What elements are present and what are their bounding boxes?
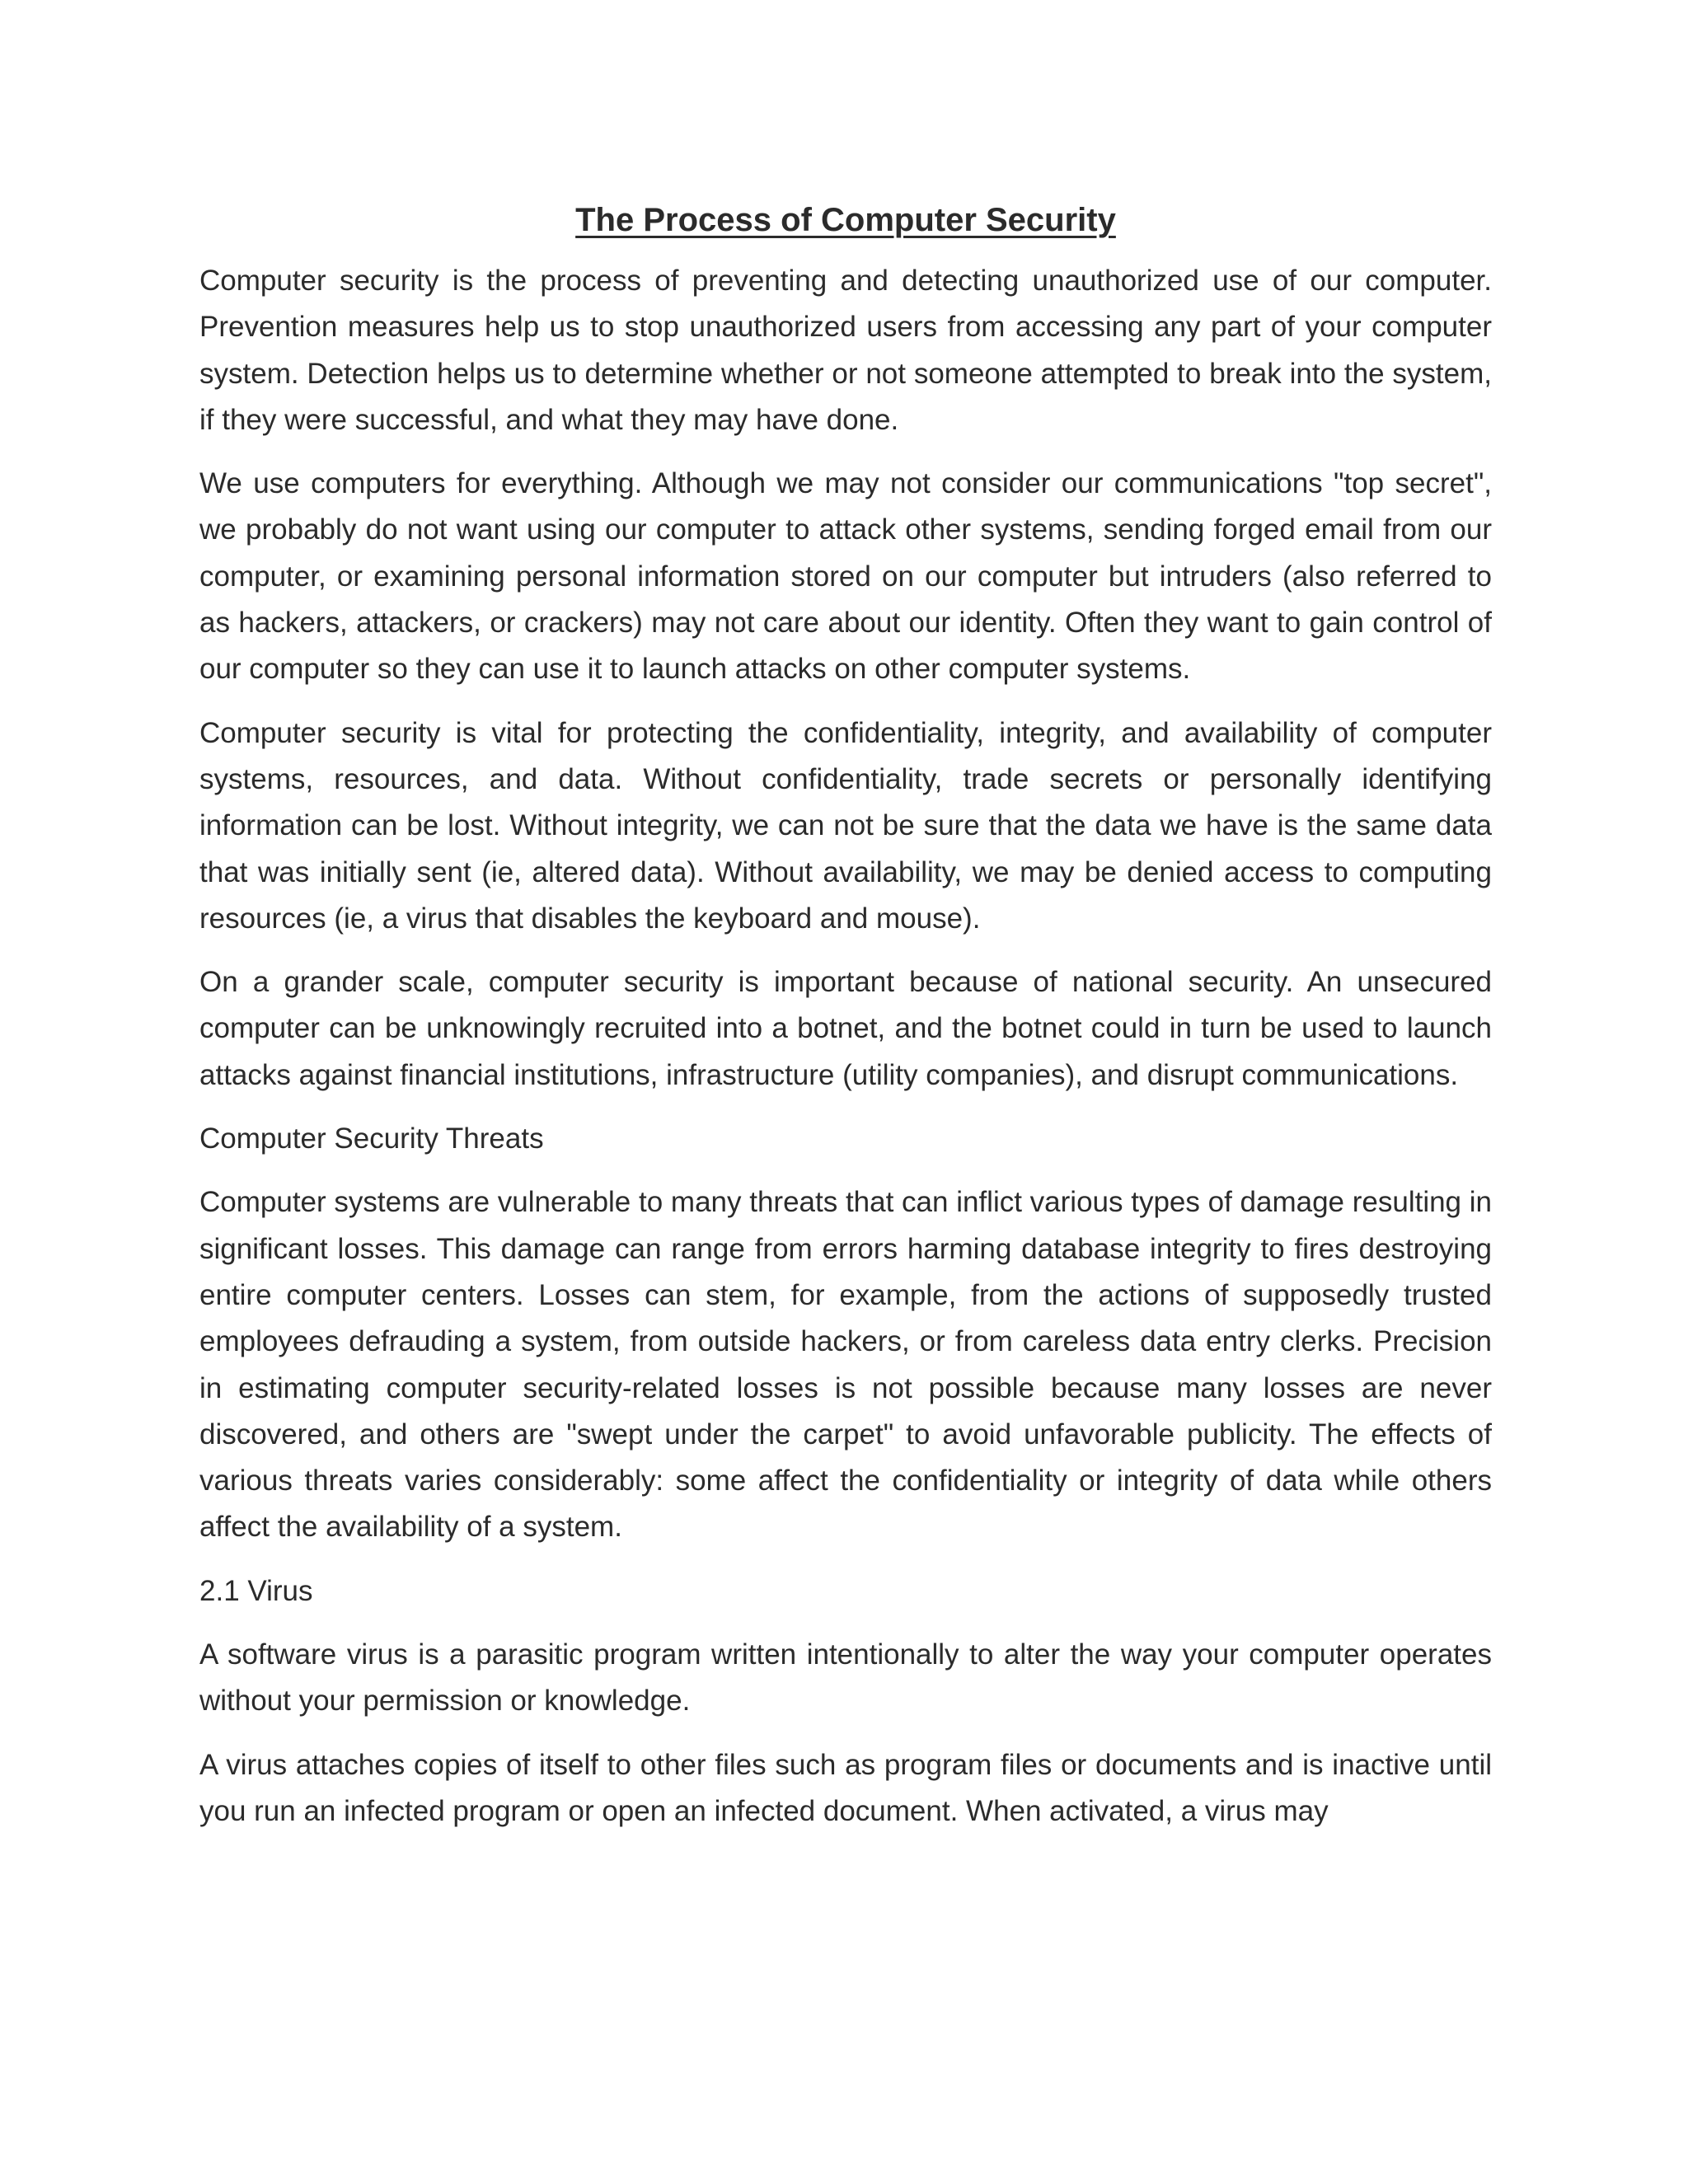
paragraph-threats: Computer systems are vulnerable to many threats that can inflict various types of damage resulting in significant losses. This damage can range from errors harming database integrity to fires destroying entire computer centers. Losses can stem, for example, from the actions of supposedly trusted employees defrauding a system, from outside hackers, or from careless data entry clerks. Precision in estimating computer security-related losses is not possible because many losses are never discovered, and others are "swept under the carpet" to avoid unfavorable publicity. The effects of various threats varies considerably: some affect the confidentiality or integrity of data while others affect the availability of a system. (199, 1186, 1492, 1544)
paragraph-virus-definition: A software virus is a parasitic program written intentionally to alter the way your computer operates without your permission or knowledge. (199, 1638, 1492, 1718)
paragraph-national-security: On a grander scale, computer security is important because of national security. An unsecured computer can be unknowingly recruited into a botnet, and the botnet could in turn be used to launch attacks against financial institutions, infrastructure (utility companies), and disrupt communications. (199, 966, 1492, 1091)
section-heading-threats: Computer Security Threats (199, 1122, 544, 1155)
document-title: The Process of Computer Security (575, 202, 1116, 238)
document-body (199, 194, 1492, 1852)
paragraph-usage: We use computers for everything. Although we may not consider our communications "top secret", we probably do not want using our computer to attack other systems, sending forged email from our computer, or examining personal information stored on our computer but intruders (also referred to as hackers, attackers, or crackers) may not care about our identity. Often they want to gain control of our computer so they can use it to launch attacks on other computer systems. (199, 467, 1492, 686)
paragraph-definition: Computer security is the process of preventing and detecting unauthorized use of our computer. Prevention measures help us to stop unauthorized users from accessing any part of your computer system. Detection helps us to determine whether or not someone attempted to break into the system, if they were successful, and what they may have done. (199, 265, 1492, 436)
paragraph-virus-behavior: A virus attaches copies of itself to other files such as program files or documents and is inactive until you run an infected program or open an infected document. When activated, a virus may (199, 1748, 1492, 1827)
paragraph-cia: Computer security is vital for protecting the confidentiality, integrity, and availability of computer systems, resources, and data. Without confidentiality, trade secrets or personally identifying information can be lost. Without integrity, we can not be sure that the data we have is the same data that was initially sent (ie, altered data). Without availability, we may be denied access to computing resources (ie, a virus that disables the keyboard and mouse). (199, 716, 1492, 935)
subsection-heading-virus: 2.1 Virus (199, 1574, 313, 1607)
